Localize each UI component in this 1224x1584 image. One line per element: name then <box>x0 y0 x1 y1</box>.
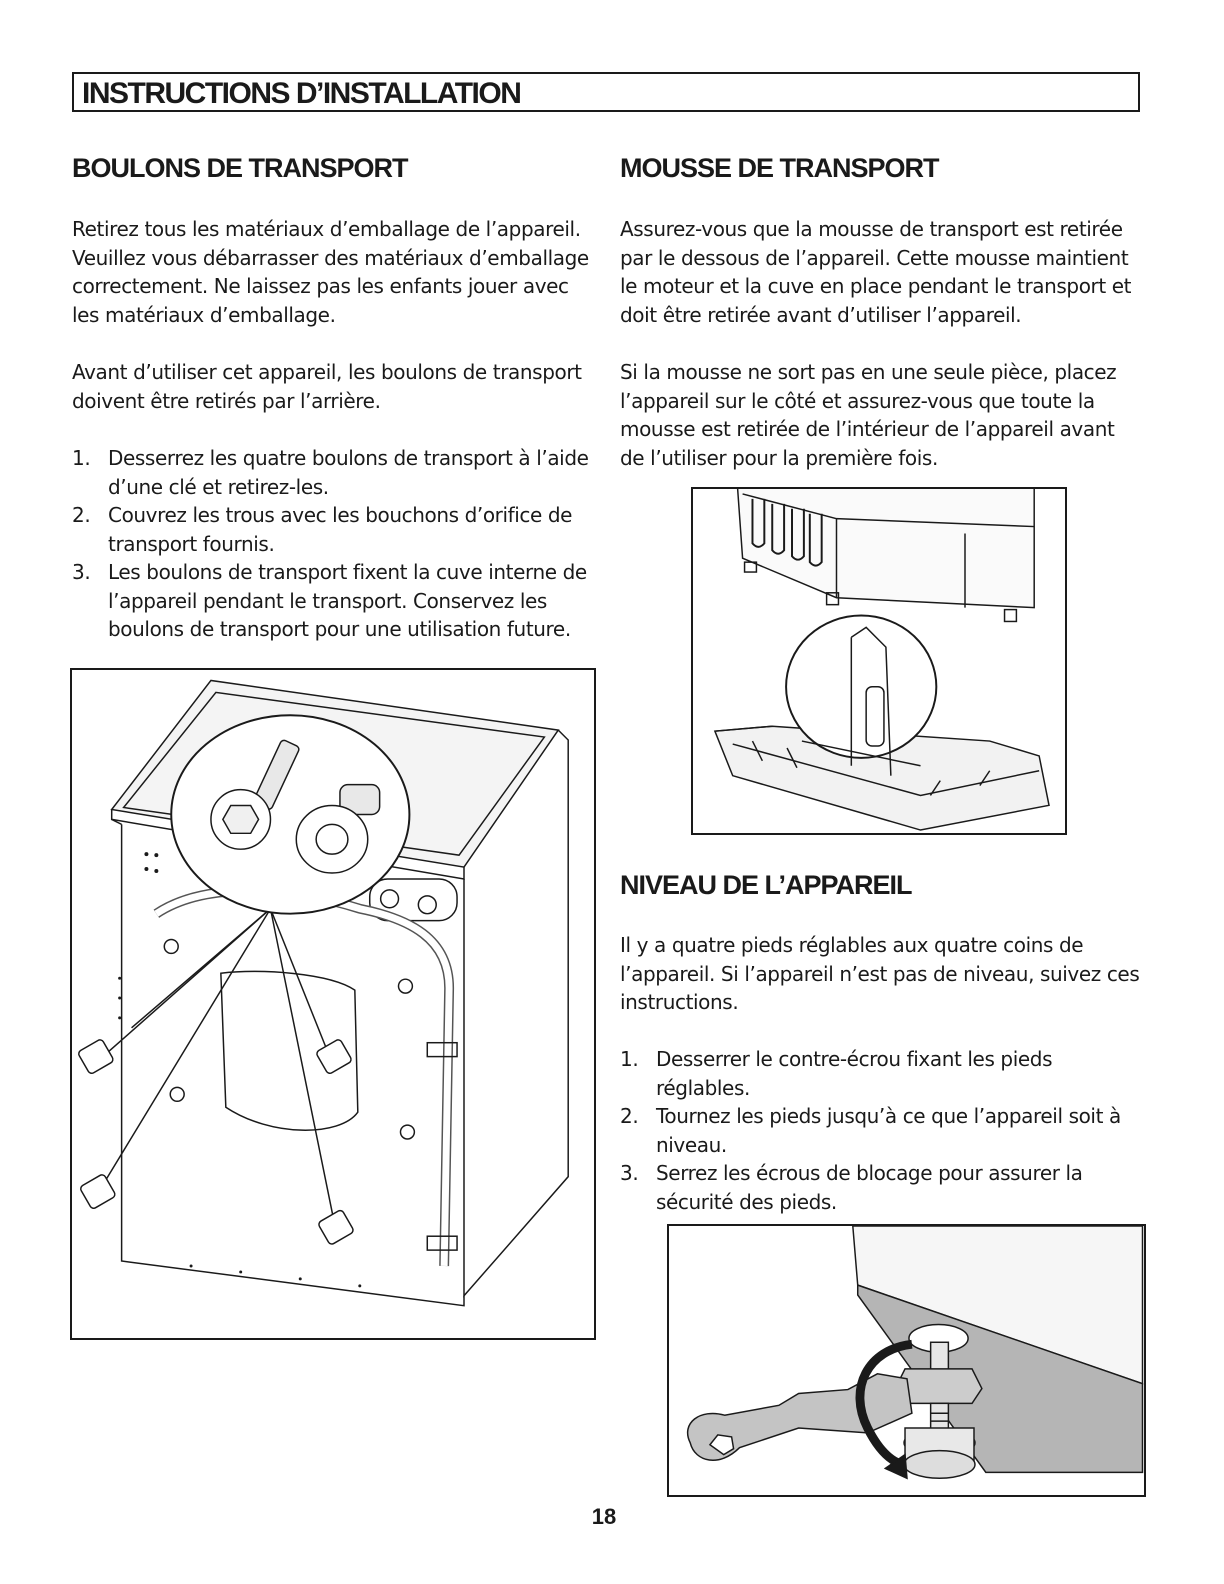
step-number: 2. <box>620 1104 639 1128</box>
step-number: 3. <box>72 560 91 584</box>
page-number: 18 <box>591 1504 617 1529</box>
list-item <box>72 444 596 501</box>
step-text: Tournez les pieds jusqu’à ce que l’appareil soit à niveau. <box>656 1104 1121 1157</box>
leveling-steps <box>620 1045 1144 1216</box>
transport-bolts-illustration <box>70 668 596 1340</box>
list-item <box>72 501 596 558</box>
step-number: 1. <box>72 446 91 470</box>
transport-foam-title: MOUSSE DE TRANSPORT <box>620 153 939 183</box>
leveling-title: NIVEAU DE L’APPAREIL <box>620 870 912 900</box>
step-text: Serrez les écrous de blocage pour assurer la sécurité des pieds. <box>656 1161 1083 1214</box>
step-number: 1. <box>620 1047 639 1071</box>
list-item <box>620 1159 1144 1216</box>
leveling-paragraph-1: Il y a quatre pieds réglables aux quatre coins de l’appareil. Si l’appareil n’est pas de niveau, suivez ces instructions. <box>620 933 1140 1014</box>
transport-foam-illustration <box>691 487 1067 835</box>
list-item <box>620 1102 1144 1159</box>
page-title: INSTRUCTIONS D’INSTALLATION <box>82 77 521 110</box>
list-item <box>620 1045 1144 1102</box>
step-text: Desserrez les quatre boulons de transport à l’aide d’une clé et retirez-les. <box>108 446 589 499</box>
step-number: 3. <box>620 1161 639 1185</box>
transport-bolts-title: BOULONS DE TRANSPORT <box>72 153 408 183</box>
transport-foam-paragraph-1: Assurez-vous que la mousse de transport est retirée par le dessous de l’appareil. Cette mousse maintient le moteur et la cuve en place pendant le transport et doit être retirée avant d’utiliser l’appareil. <box>620 217 1132 327</box>
leveling-feet-illustration <box>667 1224 1146 1497</box>
transport-bolts-steps <box>72 444 596 644</box>
transport-foam-paragraph-2: Si la mousse ne sort pas en une seule pièce, placez l’appareil sur le côté et assurez-vous que toute la mousse est retirée de l’intérieur de l’appareil avant de l’utiliser pour la première fois. <box>620 360 1117 470</box>
page-header <box>72 72 1140 112</box>
step-number: 2. <box>72 503 91 527</box>
step-text: Les boulons de transport fixent la cuve interne de l’appareil pendant le transport. Conservez les boulons de transport pour une utilisation future. <box>108 560 587 641</box>
step-text: Desserrer le contre-écrou fixant les pieds réglables. <box>656 1047 1053 1100</box>
transport-bolts-paragraph-2: Avant d’utiliser cet appareil, les boulons de transport doivent être retirés par l’arrière. <box>72 360 582 413</box>
step-text: Couvrez les trous avec les bouchons d’orifice de transport fournis. <box>108 503 573 556</box>
list-item <box>72 558 596 644</box>
transport-bolts-paragraph-1: Retirez tous les matériaux d’emballage de l’appareil. Veuillez vous débarrasser des matériaux d’emballage correctement. Ne laissez pas les enfants jouer avec les matériaux d’emballage. <box>72 217 589 327</box>
